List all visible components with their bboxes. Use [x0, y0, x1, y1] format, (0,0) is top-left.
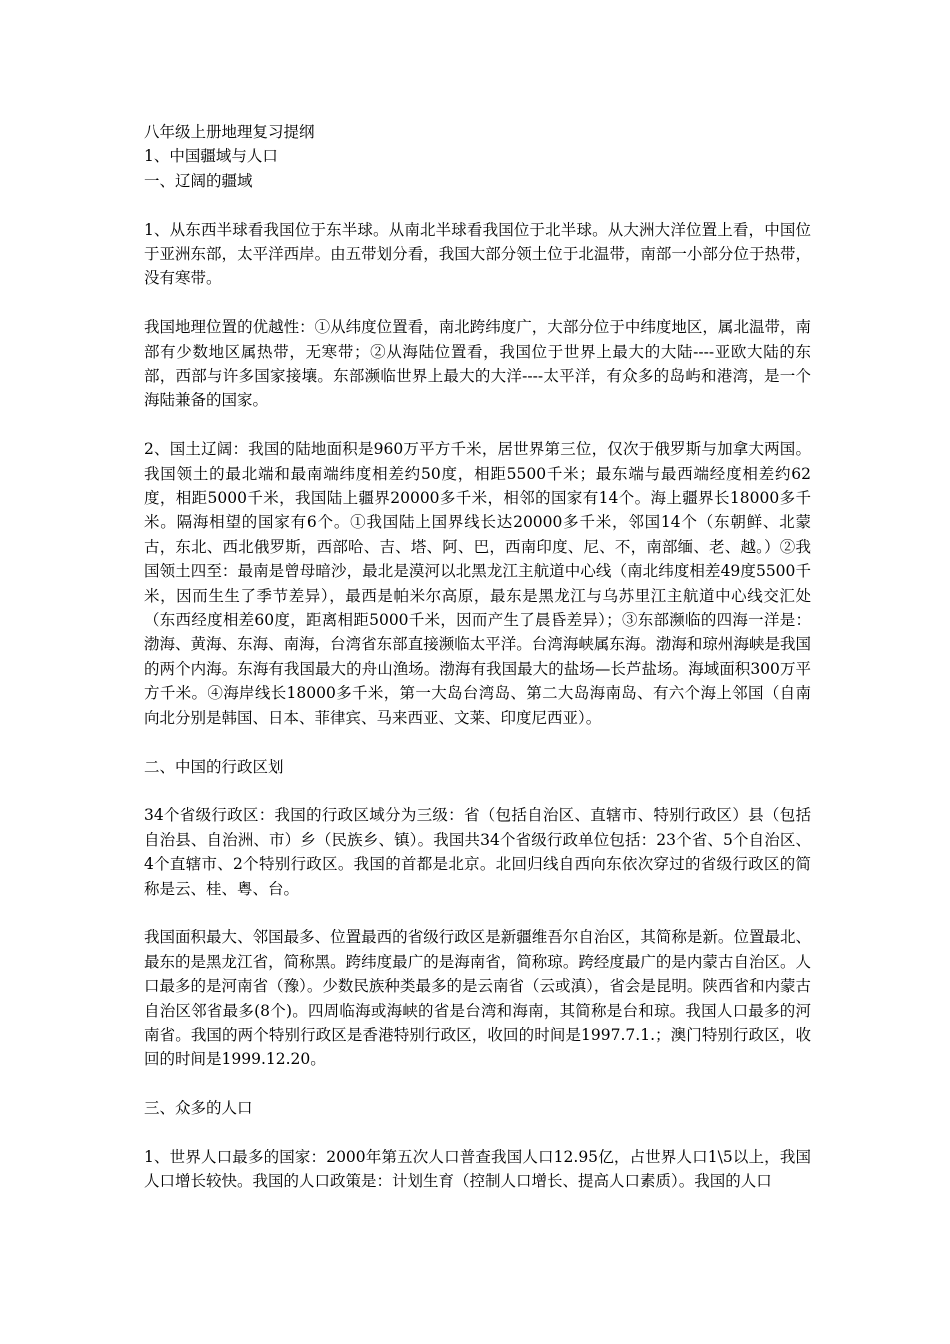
paragraph-population: 1、世界人口最多的国家：2000年第五次人口普查我国人口12.95亿，占世界人口1\5以上，我国人口增长较快。我国的人口政策是：计划生育（控制人口增长、提高人口素质）。我国的人口 [144, 1147, 811, 1191]
document-title: 八年级上册地理复习提纲 [144, 123, 315, 141]
chapter-heading: 1、中国疆域与人口 [144, 147, 278, 166]
paragraph-location: 1、从东西半球看我国位于东半球。从南北半球看我国位于北半球。从大洲大洋位置上看，中国位于亚洲东部，太平洋西岸。由五带划分看，我国大部分领土位于北温带，南部一小部分位于热带，没有寒带。 [144, 220, 811, 288]
paragraph-location-advantages: 我国地理位置的优越性：①从纬度位置看，南北跨纬度广，大部分位于中纬度地区，属北温带，南部有少数地区属热带，无寒带；②从海陆位置看，我国位于世界上最大的大陆----亚欧大陆的东部，西部与许多国家接壤。东部濒临世界上最大的大洋----太平洋，有众多的岛屿和港湾，是一个海陆兼备的国家。 [144, 318, 811, 410]
paragraph-province-facts: 我国面积最大、邻国最多、位置最西的省级行政区是新疆维吾尔自治区，其简称是新。位置最北、最东的是黑龙江省，简称黑。跨纬度最广的是海南省，简称琼。跨经度最广的是内蒙古自治区。人口最多的是河南省（豫）。少数民族种类最多的是云南省（云或滇），省会是昆明。陕西省和内蒙古自治区邻省最多(8个)。四周临海或海峡的省是台湾和海南，其简称是台和琼。我国人口最多的河南省。我国的两个特别行政区是香港特别行政区，收回的时间是1997.7.1.；澳门特别行政区，收回的时间是1999.12.20。 [144, 928, 811, 1069]
section-heading-population: 三、众多的人口 [144, 1099, 253, 1118]
document-page [144, 120, 811, 1194]
paragraph-vast-territory: 2、国土辽阔：我国的陆地面积是960万平方千米，居世界第三位，仅次于俄罗斯与加拿大两国。我国领土的最北端和最南端纬度相差约50度，相距5500千米；最东端与最西端经度相差约62度，相距5000千米，我国陆上疆界20000多千米，相邻的国家有14个。海上疆界长18000多千米。隔海相望的国家有6个。①我国陆上国界线长达20000多千米，邻国14个（东朝鲜、北蒙古，东北、西北俄罗斯，西部哈、吉、塔、阿、巴，西南印度、尼、不，南部缅、老、越。）②我国领土四至：最南是曾母暗沙，最北是漠河以北黑龙江主航道中心线（南北纬度相差49度5500千米，因而生生了季节差异），最西是帕米尔高原，最东是黑龙江与乌苏里江主航道中心线交汇处（东西经度相差60度，距离相距5000千米，因而产生了晨昏差异）；③东部濒临的四海一洋是：渤海、黄海、东海、南海，台湾省东部直接濒临太平洋。台湾海峡属东海。渤海和琼州海峡是我国的两个内海。东海有我国最大的舟山渔场。渤海有我国最大的盐场—长芦盐场。海域面积300万平方千米。④海岸线长18000多千米，第一大岛台湾岛、第二大岛海南岛、有六个海上邻国（自南向北分别是韩国、日本、菲律宾、马来西亚、文莱、印度尼西亚）。 [144, 440, 811, 727]
section-heading-territory: 一、辽阔的疆域 [144, 171, 253, 190]
paragraph-provincial-divisions: 34个省级行政区：我国的行政区域分为三级：省（包括自治区、直辖市、特别行政区）县（包括自治县、自治洲、市）乡（民族乡、镇）。我国共34个省级行政单位包括：23个省、5个自治区、4个直辖市、2个特别行政区。我国的首都是北京。北回归线自西向东依次穿过的省级行政区的简称是云、桂、粤、台。 [144, 806, 811, 898]
section-heading-divisions: 二、中国的行政区划 [144, 757, 284, 776]
